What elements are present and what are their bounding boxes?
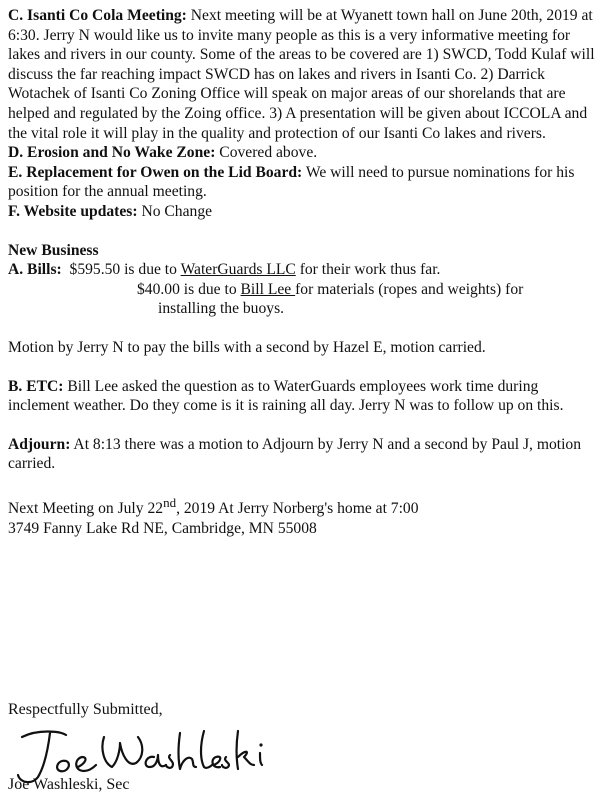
spacer [8,416,595,435]
next-meeting-line [8,493,595,519]
bill-2-amount: $40.00 is due to [137,280,241,298]
section-c [8,6,595,143]
new-business-heading: New Business [8,241,99,259]
section-f-text: No Change [137,202,213,220]
bill-2-vendor: Bill Lee [240,280,296,298]
bills-label: A. Bills: [8,261,62,279]
section-e-heading: E. Replacement for Owen on the Lid Board: [8,163,303,181]
next-meeting-pre: Next Meeting on July 22 [8,500,164,518]
section-c-heading: C. Isanti Co Cola Meeting: [8,7,187,24]
section-c-text: Next meeting will be at Wyanett town hall on June 20th, 2019 at 6:30. Jerry N would like us to invite many people as this is a very informative meeting for lakes and rivers in our county. Some of the areas to be covered are 1) SWCD, Todd Kulaf will discuss the far reaching impact SWCD has on lakes and rivers in Isanti Co. 2) Darrick Wotachek of Isanti Co Zoning Office will speak on major areas of our shorelands that are helped and regulated by the Zoing office. 3) A presentation will be given about ICCOLA and the vital role it will play in the quality and protection of our Isanti Co lakes and rivers. [8,7,595,142]
adjourn [8,435,595,474]
next-meeting-post: , 2019 At Jerry Norberg's home at 7:00 [176,500,419,518]
signed-name: Joe Washleski, Sec [8,776,130,793]
adjourn-text: At 8:13 there was a motion to Adjourn by Jerry N and a second by Paul J, motion carried. [8,435,582,473]
bill-2-rest: for materials (ropes and weights) for [295,280,524,298]
bill-line-1 [8,260,595,280]
section-d-heading: D. Erosion and No Wake Zone: [8,144,216,162]
bill-1-amount: $595.50 is due to [69,261,181,279]
section-etc [8,377,595,416]
bill-1-vendor: WaterGuards LLC [180,261,296,279]
bill-line-3: installing the buoys. [158,300,285,318]
section-e [8,163,595,202]
section-f [8,202,595,222]
section-f-heading: F. Website updates: [8,202,138,220]
section-d-text: Covered above. [215,144,318,162]
bills-motion: Motion by Jerry N to pay the bills with a second by Hazel E, motion carried. [8,338,486,356]
spacer [8,222,595,241]
section-d [8,143,595,163]
section-e-text: We will need to pursue nominations for his position for the annual meeting. [8,163,575,201]
etc-text: Bill Lee asked the question as to WaterGuards employees work time during inclement weather. Do they come is it is raining all day. Jerry N was to follow up on this. [8,377,564,415]
bill-1-rest: for their work thus far. [295,261,441,279]
spacer [8,358,595,377]
bill-line-2 [8,280,595,300]
adjourn-label: Adjourn: [8,435,71,453]
signature-block [8,701,598,793]
next-meeting-address: 3749 Fanny Lake Rd NE, Cambridge, MN 55008 [8,519,317,537]
spacer [8,474,595,493]
spacer [8,319,595,338]
respectfully-submitted: Respectfully Submitted, [8,701,163,718]
etc-label: B. ETC: [8,377,64,395]
next-meeting-sup: nd [163,494,177,510]
